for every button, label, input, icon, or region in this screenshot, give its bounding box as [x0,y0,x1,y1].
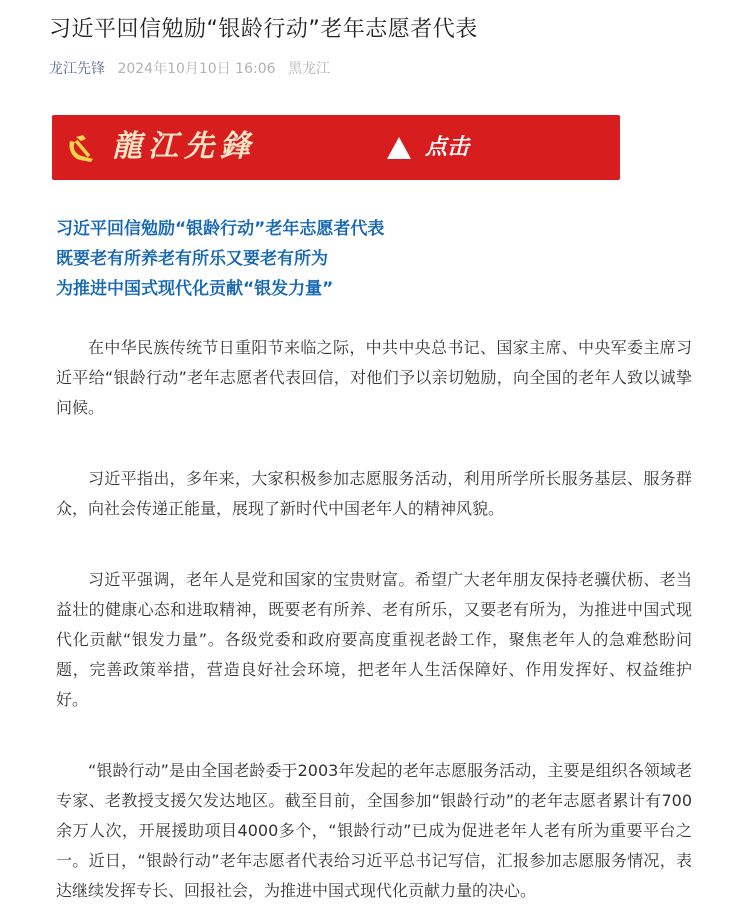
article-meta [49,59,330,79]
publish-date: 2024年10月10日 16:06 [117,61,276,77]
subheadings [56,214,384,304]
paragraph: “银龄行动”是由全国老龄委于2003年发起的老年志愿服务活动，主要是组织各领域老专家、老教授支援欠发达地区。截至目前，全国参加“银龄行动”的老年志愿者累计有700余万人次，开展援助项目4000多个，“银龄行动”已成为促进老年人老有所为重要平台之一。近日，“银龄行动”老年志愿者代表给习近平总书记写信，汇报参加志愿服务情况，表达继续发挥专长、回报社会，为推进中国式现代化贡献力量的决心。 [56,761,692,900]
location: 黑龙江 [287,61,330,77]
banner-logo: 龍江先鋒 [112,129,256,164]
banner-click-label: 点击 [425,134,470,160]
subheading: 为推进中国式现代化贡献“银发力量” [56,279,334,299]
party-emblem-icon [62,131,98,167]
paragraph: 习近平指出，多年来，大家积极参加志愿服务活动，利用所学所长服务基层、服务群众，向社会传递正能量，展现了新时代中国老年人的精神风貌。 [56,469,692,518]
subheading: 既要老有所养老有所乐又要老有所为 [56,249,328,269]
banner-link[interactable] [52,115,620,180]
triangle-up-icon [387,137,411,159]
source-link[interactable]: 龙江先锋 [49,61,105,77]
article-body [56,333,692,906]
paragraph: 在中华民族传统节日重阳节来临之际，中共中央总书记、国家主席、中央军委主席习近平给“银龄行动”老年志愿者代表回信，对他们予以亲切勉励，向全国的老年人致以诚挚问候。 [56,338,692,417]
paragraph: 习近平强调，老年人是党和国家的宝贵财富。希望广大老年朋友保持老骥伏枥、老当益壮的健康心态和进取精神，既要老有所养、老有所乐，又要老有所为，为推进中国式现代化贡献“银发力量”。各级党委和政府要高度重视老龄工作，聚焦老年人的急难愁盼问题，完善政策举措，营造良好社会环境，把老年人生活保障好、作用发挥好、权益维护好。 [56,570,692,709]
subheading: 习近平回信勉励“银龄行动”老年志愿者代表 [56,219,385,239]
article-title: 习近平回信勉励“银龄行动”老年志愿者代表 [49,17,478,42]
